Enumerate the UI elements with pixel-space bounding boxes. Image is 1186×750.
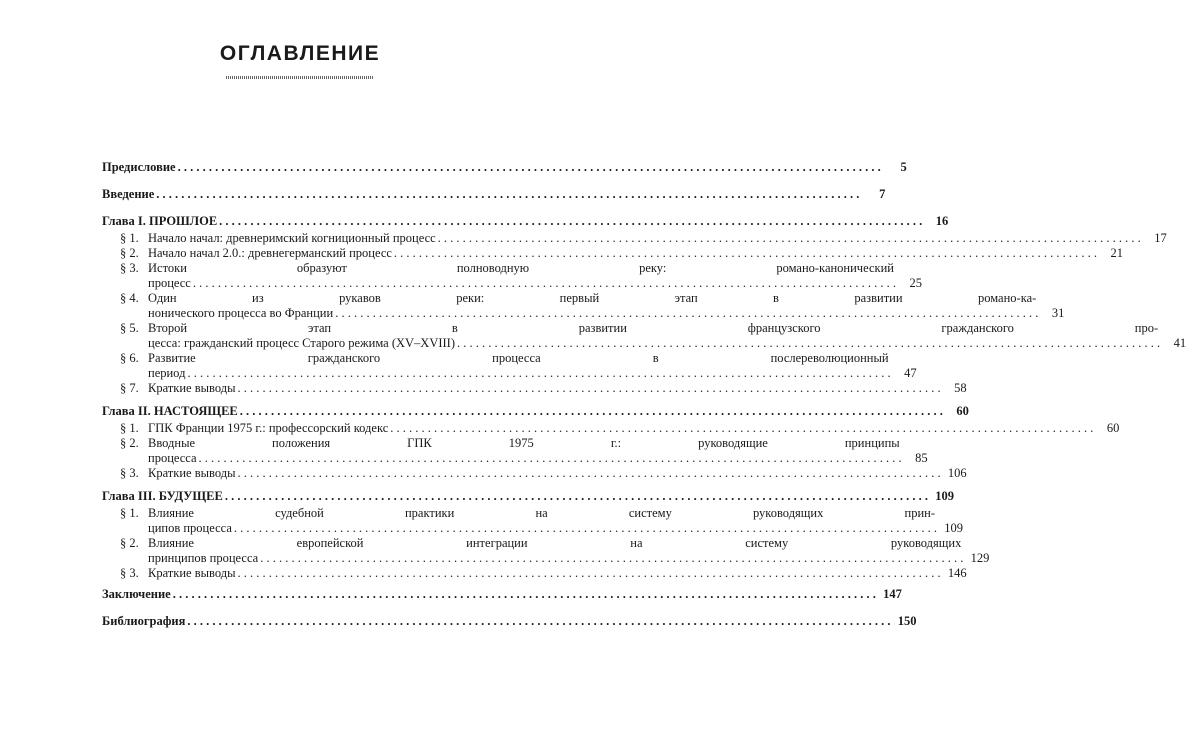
toc-entry-conclusion[interactable] bbox=[102, 587, 902, 602]
toc-chapter-future[interactable] bbox=[102, 489, 954, 504]
section-body bbox=[148, 536, 989, 566]
toc-chapter-past[interactable] bbox=[102, 214, 949, 229]
section-line bbox=[148, 466, 967, 481]
spacer bbox=[102, 396, 490, 404]
section-number: § 3. bbox=[120, 466, 139, 480]
section-body bbox=[148, 351, 917, 381]
section-title-cont: период bbox=[148, 366, 186, 380]
toc-section[interactable] bbox=[102, 436, 928, 466]
section-title: Влияние европейской интеграции на систему руководящих bbox=[148, 536, 962, 550]
toc-entry-introduction[interactable] bbox=[102, 187, 886, 202]
section-line bbox=[148, 306, 1064, 321]
dot-leader bbox=[199, 451, 902, 466]
title-rule bbox=[226, 76, 374, 79]
section-body bbox=[148, 566, 967, 581]
section-page: 106 bbox=[947, 466, 967, 480]
section-number: § 6. bbox=[120, 351, 139, 365]
section-title: Второй этап в развитии французского гражданского про- bbox=[148, 321, 1159, 335]
toc-entry-bibliography-label: Библиография bbox=[102, 614, 186, 628]
section-title-cont: принципов процесса bbox=[148, 551, 259, 565]
section-page: 25 bbox=[909, 276, 922, 290]
section-number: § 3. bbox=[120, 566, 139, 580]
section-title-cont: ципов процесса bbox=[148, 521, 232, 535]
toc-entry-introduction-label: Введение bbox=[102, 187, 155, 201]
section-body bbox=[148, 506, 963, 536]
section-title: Влияние судебной практики на систему руководящих прин- bbox=[148, 506, 936, 520]
dot-leader bbox=[173, 587, 876, 602]
section-number: § 3. bbox=[120, 261, 139, 275]
toc-section[interactable] bbox=[102, 246, 1124, 261]
dot-leader bbox=[178, 160, 881, 175]
toc-entry-bibliography-page: 150 bbox=[897, 614, 917, 628]
section-title: Краткие выводы bbox=[148, 381, 236, 395]
table-of-contents bbox=[102, 160, 1186, 629]
section-page: 109 bbox=[944, 521, 964, 535]
section-body bbox=[148, 246, 1123, 261]
spacer bbox=[102, 602, 490, 614]
dot-leader bbox=[394, 246, 1097, 261]
section-title: Краткие выводы bbox=[148, 566, 236, 580]
toc-chapter-present-label: Глава II. НАСТОЯЩЕЕ bbox=[102, 404, 238, 418]
toc-chapter-past-label: Глава I. ПРОШЛОЕ bbox=[102, 214, 218, 228]
section-number: § 2. bbox=[120, 536, 139, 550]
section-line bbox=[148, 381, 967, 396]
section-line bbox=[148, 276, 922, 291]
section-title: Истоки образуют полноводную реку: романо-канонический bbox=[148, 261, 894, 275]
section-body bbox=[148, 436, 928, 466]
spacer bbox=[102, 481, 490, 489]
toc-section[interactable] bbox=[102, 536, 990, 566]
section-title: Вводные положения ГПК 1975 г.: руководящие принципы bbox=[148, 436, 900, 450]
section-page: 17 bbox=[1154, 231, 1167, 245]
toc-section[interactable] bbox=[102, 231, 1167, 246]
section-number: § 1. bbox=[120, 506, 139, 520]
dot-leader bbox=[156, 187, 859, 202]
dot-leader bbox=[335, 306, 1038, 321]
section-title-cont: процесса bbox=[148, 451, 197, 465]
section-title: Начало начал: древнеримский когниционный процесс bbox=[148, 231, 436, 245]
dot-leader bbox=[438, 231, 1141, 246]
section-body bbox=[148, 261, 922, 291]
section-title: ГПК Франции 1975 г.: профессорский кодекс bbox=[148, 421, 389, 435]
toc-section[interactable] bbox=[102, 321, 1186, 351]
section-number: § 2. bbox=[120, 436, 139, 450]
dot-leader bbox=[193, 276, 896, 291]
dot-leader bbox=[260, 551, 963, 566]
toc-section[interactable] bbox=[102, 381, 967, 396]
toc-section[interactable] bbox=[102, 506, 964, 536]
section-number: § 5. bbox=[120, 321, 139, 335]
toc-section[interactable] bbox=[102, 421, 1120, 436]
section-number: § 7. bbox=[120, 381, 139, 395]
toc-chapter-past-page: 16 bbox=[935, 214, 949, 228]
section-title-cont: процесс bbox=[148, 276, 191, 290]
section-line bbox=[148, 246, 1123, 261]
dot-leader bbox=[390, 421, 1093, 436]
section-page: 47 bbox=[904, 366, 917, 380]
dot-leader bbox=[237, 381, 940, 396]
section-line bbox=[148, 551, 989, 566]
section-number: § 1. bbox=[120, 231, 139, 245]
toc-chapter-future-label: Глава III. БУДУЩЕЕ bbox=[102, 489, 223, 503]
toc-chapter-present[interactable] bbox=[102, 404, 969, 419]
section-page: 60 bbox=[1106, 421, 1120, 435]
spacer bbox=[102, 175, 490, 187]
dot-leader bbox=[237, 466, 940, 481]
section-body bbox=[148, 321, 1186, 351]
toc-entry-introduction-page: 7 bbox=[879, 187, 886, 201]
toc-chapter-present-page: 60 bbox=[956, 404, 969, 418]
section-line bbox=[148, 336, 1186, 351]
toc-section[interactable] bbox=[102, 466, 967, 481]
section-title: Развитие гражданского процесса в послереволюционный bbox=[148, 351, 889, 365]
section-number: § 4. bbox=[120, 291, 139, 305]
dot-leader bbox=[234, 521, 937, 536]
dot-leader bbox=[187, 366, 890, 381]
section-body bbox=[148, 231, 1167, 246]
section-line bbox=[148, 366, 917, 381]
dot-leader bbox=[240, 404, 943, 419]
section-body bbox=[148, 291, 1064, 321]
section-line bbox=[148, 521, 963, 536]
dot-leader bbox=[187, 614, 890, 629]
section-page: 146 bbox=[947, 566, 967, 580]
section-line bbox=[148, 421, 1119, 436]
toc-entry-bibliography[interactable] bbox=[102, 614, 917, 629]
section-line bbox=[148, 231, 1167, 246]
toc-section[interactable] bbox=[102, 261, 922, 291]
section-title: Начало начал 2.0.: древнегерманский процесс bbox=[148, 246, 392, 260]
section-page: 58 bbox=[954, 381, 967, 395]
toc-section[interactable] bbox=[102, 291, 1065, 321]
toc-entry-preface-label: Предисловие bbox=[102, 160, 176, 174]
section-page: 41 bbox=[1173, 336, 1186, 350]
toc-entry-conclusion-page: 147 bbox=[883, 587, 902, 601]
section-body bbox=[148, 421, 1119, 436]
section-body bbox=[148, 381, 967, 396]
section-title: Один из рукавов реки: первый этап в развитии романо-ка- bbox=[148, 291, 1037, 305]
toc-section[interactable] bbox=[102, 566, 967, 581]
section-page: 129 bbox=[970, 551, 990, 565]
section-title-cont: нонического процесса во Франции bbox=[148, 306, 334, 320]
section-number: § 2. bbox=[120, 246, 139, 260]
section-body bbox=[148, 466, 967, 481]
toc-section[interactable] bbox=[102, 351, 917, 381]
dot-leader bbox=[237, 566, 940, 581]
dot-leader bbox=[219, 214, 922, 229]
dot-leader bbox=[225, 489, 928, 504]
toc-chapter-future-page: 109 bbox=[935, 489, 954, 503]
section-line bbox=[148, 566, 967, 581]
section-line bbox=[148, 451, 928, 466]
section-page: 21 bbox=[1110, 246, 1124, 260]
section-number: § 1. bbox=[120, 421, 139, 435]
section-page: 85 bbox=[915, 451, 928, 465]
toc-entry-conclusion-label: Заключение bbox=[102, 587, 171, 601]
spacer bbox=[102, 202, 490, 214]
toc-entry-preface[interactable] bbox=[102, 160, 907, 175]
toc-entry-preface-page: 5 bbox=[900, 160, 907, 174]
dot-leader bbox=[457, 336, 1160, 351]
section-title-cont: цесса: гражданский процесс Старого режима (XV–XVIII) bbox=[148, 336, 456, 350]
page-title: ОГЛАВЛЕНИЕ bbox=[219, 42, 381, 65]
section-page: 31 bbox=[1051, 306, 1065, 320]
section-title: Краткие выводы bbox=[148, 466, 236, 480]
